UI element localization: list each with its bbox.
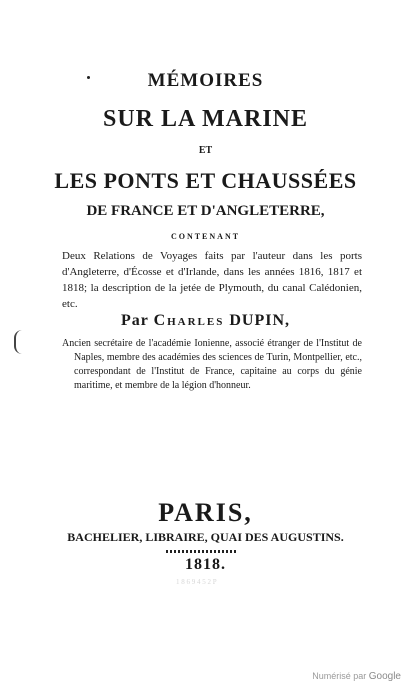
watermark-brand: Google: [368, 671, 401, 682]
title-line-france: DE FRANCE ET D'ANGLETERRE,: [86, 203, 325, 219]
author-affiliation: [62, 337, 362, 393]
decorative-rule: [166, 550, 236, 553]
library-stamp: 1 8 6 9 4 5 2 P: [176, 578, 217, 586]
imprint-publisher: BACHELIER, LIBRAIRE, QUAI DES AUGUSTINS.: [67, 530, 344, 544]
margin-bracket-mark: [14, 330, 24, 354]
author-line: [0, 312, 411, 330]
title-line-ponts: LES PONTS ET CHAUSSÉES: [54, 168, 357, 193]
author-prefix: Par: [120, 312, 149, 329]
author-first-name: Charles: [153, 312, 225, 329]
contenant-label: CONTENANT: [170, 232, 241, 241]
title-line-memoires: MÉMOIRES: [147, 70, 264, 91]
watermark-prefix: Numérisé par: [312, 671, 367, 681]
title-line-et: ET: [198, 145, 213, 156]
affiliation-text: Ancien secrétaire de l'académie Ionienne, associé étranger de l'Institut de Naples, membre des académies des sciences de Turin, Montpellier, etc., correspondant de l'Institut de France, capitaine au corps du génie maritime, et membre de la légion d'honneur.: [62, 338, 362, 391]
author-last-name: DUPIN,: [229, 312, 291, 329]
description-paragraph: Deux Relations de Voyages faits par l'auteur dans les ports d'Angleterre, d'Écosse et d'Irlande, dans les années 1816, 1817 et 1818; la description de la jetée de Plymouth, du canal Calédonien, etc.: [62, 250, 362, 310]
imprint-city: PARIS,: [158, 498, 253, 527]
title-line-marine: SUR LA MARINE: [102, 106, 309, 132]
imprint-year: 1818.: [185, 556, 226, 573]
digitization-watermark: [312, 671, 401, 682]
